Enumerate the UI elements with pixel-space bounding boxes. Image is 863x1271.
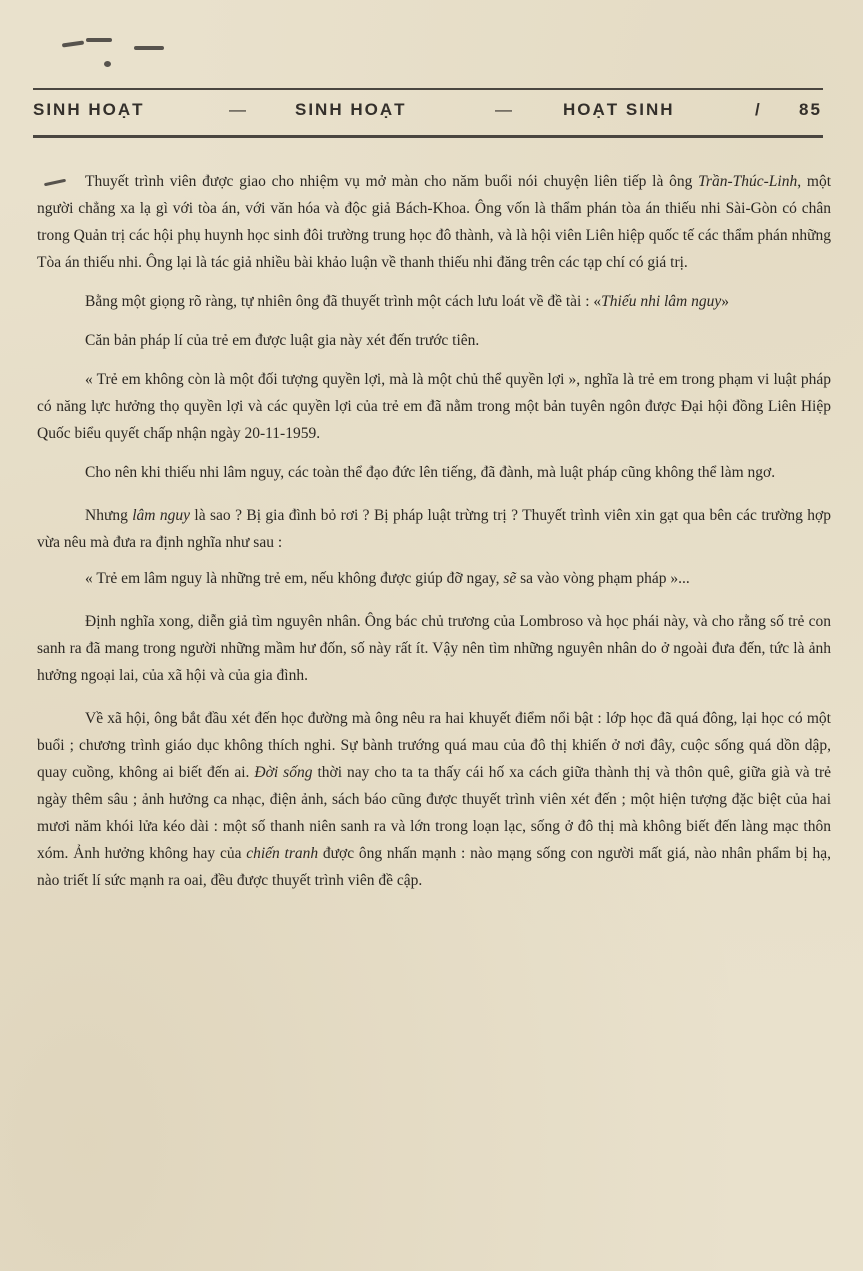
paragraph: [37, 502, 831, 556]
italic-text: chiến tranh: [246, 845, 319, 862]
text-run: Nhưng: [85, 507, 133, 524]
paragraph: [37, 288, 831, 315]
header-dash: —: [495, 100, 514, 119]
paragraph: [37, 327, 831, 354]
text-run: thời nay cho ta ta thấy cái hố xa cách giữa thành thị và thôn quê, giữa già và trẻ ngày thêm sâu ; ảnh hưởng ca nhạc, điện ảnh, sách báo cũng được thuyết trình viên xét đến ; một hiện tượng đặc biệt của hai mươi năm khói lửa kéo dài : một số thanh niên sanh ra và lớn trong loạn lạc, sống ở đô thị mà không biết đến làng mạc thôn xóm. Ảnh hưởng không hay của: [37, 764, 831, 862]
italic-text: Đời sống: [254, 764, 313, 781]
text-run: là sao ? Bị gia đình bỏ rơi ? Bị pháp luật trừng trị ? Thuyết trình viên xin gạt qua bên các trường hợp vừa nêu mà đưa ra định nghĩa như sau :: [37, 507, 831, 551]
italic-text: lâm nguy: [132, 507, 191, 524]
header-left-title: SINH HOẠT: [33, 100, 145, 119]
text-run: Căn bản pháp lí của trẻ em được luật gia này xét đến trước tiên.: [85, 332, 480, 349]
italic-text: sẽ: [503, 570, 517, 587]
text-run: Về xã hội, ông bắt đầu xét đến học đường mà ông nêu ra hai khuyết điểm nổi bật : lớp học đã quá đông, lại học có một buổi ; chương trình giáo dục không thích nghi. Sự bành trướng quá mau của đô thị khiến ở nơi đây, cuộc sống quá dồn dập, quay cuồng, không ai biết đến ai.: [37, 710, 831, 781]
header-rule-bottom: [33, 135, 823, 138]
text-run: « Trẻ em lâm nguy là những trẻ em, nếu không được giúp đỡ ngay,: [85, 570, 504, 587]
text-run: Thuyết trình viên được giao cho nhiệm vụ mở màn cho năm buổi nói chuyện liên tiếp là ông: [85, 173, 699, 190]
running-header: [33, 100, 828, 124]
text-run: sa vào vòng phạm pháp »...: [516, 570, 690, 587]
ink-smudge-top-3: [134, 46, 164, 50]
header-slash: /: [755, 100, 762, 119]
paragraph: [37, 608, 831, 689]
header-center-title: SINH HOẠT: [295, 100, 407, 119]
ink-smudge-top-2: [86, 38, 112, 42]
paragraph: [37, 459, 831, 486]
text-run: , một người chẳng xa lạ gì với tòa án, với văn hóa và độc giả Bách-Khoa. Ông vốn là thẩm phán tòa án thiếu nhi Sài-Gòn có chân trong Quản trị các hội phụ huynh học sinh đôi trường trung học đô thành, và là hội viên Liên hiệp quốc tế các thẩm phán những Tòa án thiếu nhi. Ông lại là tác giả nhiều bài khảo luận về thanh thiếu nhi đăng trên các tạp chí có giá trị.: [37, 173, 831, 271]
paragraph: [37, 168, 831, 276]
text-run: Định nghĩa xong, diễn giả tìm nguyên nhân. Ông bác chủ trương của Lombroso và học phái này, và cho rằng số trẻ con sanh ra đã mang trong người những mầm hư đốn, số này rất ít. Vậy nên tìm những nguyên nhân do ở ngoài đưa đến, tức là ảnh hưởng ngoại lai, của xã hội và của gia đình.: [37, 613, 831, 684]
page-number: 85: [799, 100, 822, 119]
header-right-title: HOẠT SINH: [563, 100, 675, 119]
italic-text: Thiếu nhi lâm nguy: [601, 293, 722, 310]
article-body: [37, 168, 831, 894]
text-run: »: [721, 293, 730, 310]
ink-smudge-top: [62, 40, 84, 47]
header-rule-top: [33, 88, 823, 90]
paragraph: [37, 565, 831, 592]
text-run: « Trẻ em không còn là một đối tượng quyền lợi, mà là một chủ thể quyền lợi », nghĩa là trẻ em trong phạm vi luật pháp có năng lực hưởng thọ quyền lợi và các quyền lợi của trẻ em đã nằm trong một bản tuyên ngôn được Đại hội đồng Liên Hiệp Quốc biểu quyết chấp nhận ngày 20-11-1959.: [37, 371, 831, 442]
text-run: Bằng một giọng rõ ràng, tự nhiên ông đã thuyết trình một cách lưu loát về đề tài : «: [85, 293, 602, 310]
ink-dot: [104, 61, 111, 67]
paragraph: [37, 366, 831, 447]
paragraph: [37, 705, 831, 894]
italic-text: Trần-Thúc-Linh: [698, 173, 798, 190]
text-run: được ông nhấn mạnh : nào mạng sống con người mất giá, nào nhân phẩm bị hạ, nào triết lí sức mạnh ra oai, đều được thuyết trình viên đề cập.: [37, 845, 831, 889]
header-dash: —: [229, 100, 248, 119]
text-run: Cho nên khi thiếu nhi lâm nguy, các toàn thể đạo đức lên tiếng, đã đành, mà luật pháp cũng không thể làm ngơ.: [85, 464, 776, 481]
